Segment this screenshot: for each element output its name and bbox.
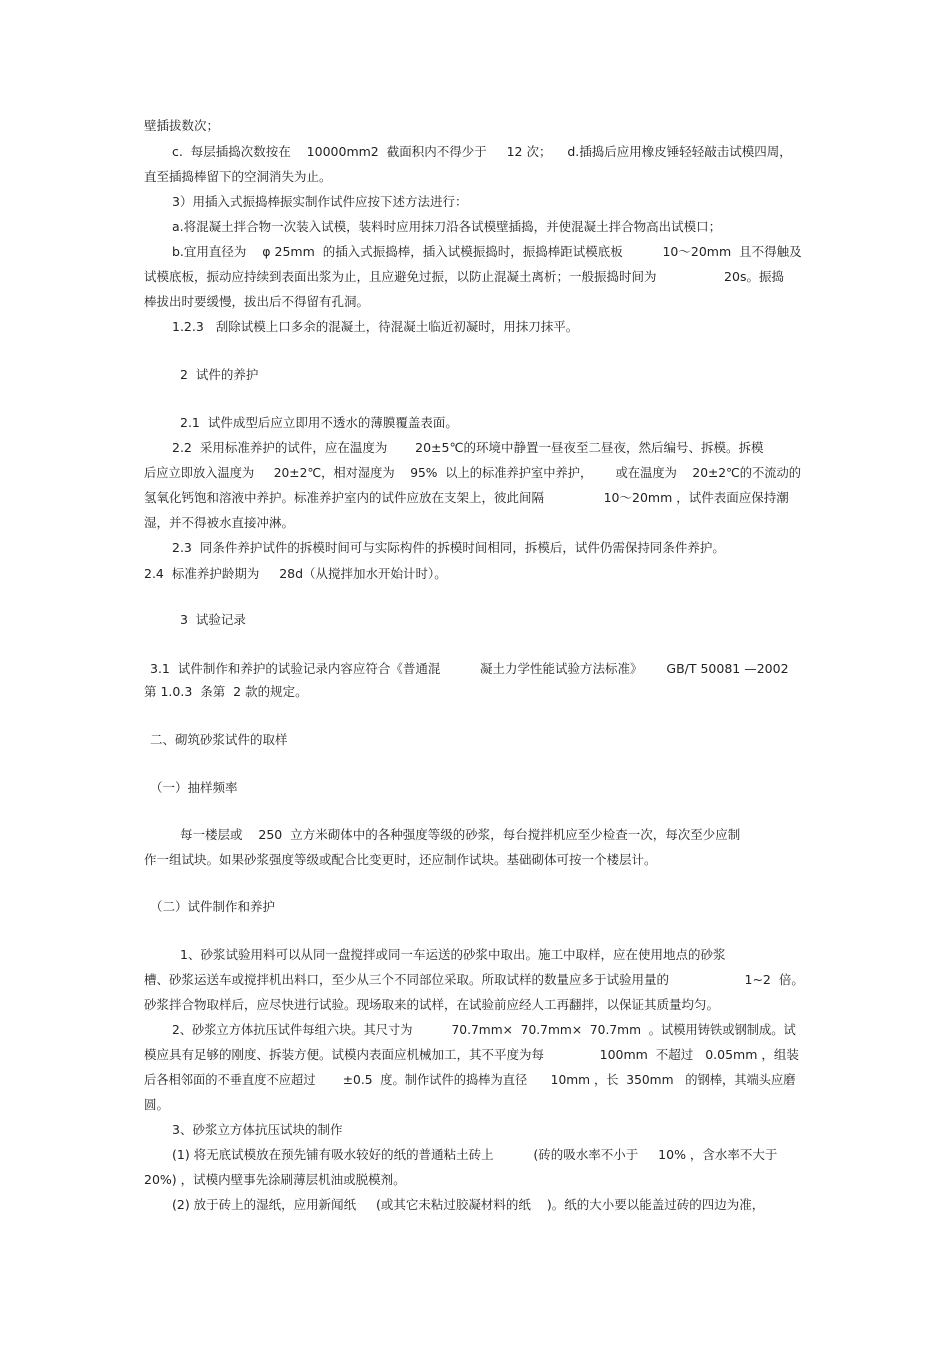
text-line: 3.1 试件制作和养护的试验记录内容应符合《普通混 凝土力学性能试验方法标准》 GB/T 50081 —2002 xyxy=(150,661,789,676)
subsection-heading: （一）抽样频率 xyxy=(150,780,238,795)
text-line: 1、砂浆试验用料可以从同一盘搅拌或同一车运送的砂浆中取出。施工中取样，应在使用地点的砂浆 xyxy=(180,947,726,962)
text-line: c. 每层插捣次数按在 10000mm2 截面积内不得少于 12 次； d.插捣后应用橡皮锤轻轻敲击试模四周， xyxy=(172,144,792,159)
text-line: 作一组试块。如果砂浆强度等级或配合比变更时，还应制作试块。基础砌体可按一个楼层计。 xyxy=(144,852,657,867)
section-heading: 二、砌筑砂浆试件的取样 xyxy=(150,732,288,747)
text-line: 砂浆拌合物取样后，应尽快进行试验。现场取来的试样，在试验前应经人工再翻拌，以保证其质量均匀。 xyxy=(144,997,720,1012)
text-line: (1) 将无底试模放在预先铺有吸水较好的纸的普通粘土砖上 (砖的吸水率不小于 10% ，含水率不大于 xyxy=(172,1147,778,1162)
text-line: (2) 放于砖上的湿纸，应用新闻纸 (或其它未粘过胶凝材料的纸 )。纸的大小要以能盖过砖的四边为准， xyxy=(172,1197,765,1212)
text-line: a.将混凝土拌合物一次装入试模，装料时应用抹刀沿各试模壁插捣，并使混凝土拌合物高出试模口； xyxy=(172,219,722,234)
text-line: 模应具有足够的刚度、拆装方便。试模内表面应机械加工，其不平度为每 100mm 不超过 0.05mm ，组装 xyxy=(144,1047,799,1062)
text-line: 2.1 试件成型后应立即用不透水的薄膜覆盖表面。 xyxy=(180,415,458,430)
text-line: 20%) ，试模内壁事先涂刷薄层机油或脱模剂。 xyxy=(144,1172,406,1187)
text-line: 后应立即放入温度为 20±2℃，相对湿度为 95% 以上的标准养护室中养护， 或在温度为 20±2℃的不流动的 xyxy=(144,466,802,480)
text-line: 棒拔出时要缓慢，拔出后不得留有孔洞。 xyxy=(144,294,370,309)
section-heading: 2 试件的养护 xyxy=(180,367,259,382)
text-line: 2.3 同条件养护试件的拆模时间可与实际构件的拆模时间相同，拆模后，试件仍需保持同条件养护。 xyxy=(172,540,725,555)
text-line: 后各相邻面的不垂直度不应超过 ±0.5 度。制作试件的捣棒为直径 10mm ，长 350mm 的钢棒，其端头应磨 xyxy=(144,1073,796,1087)
text-line: 圆。 xyxy=(144,1097,170,1112)
text-line: 槽、砂浆运送车或搅拌机出料口，至少从三个不同部位采取。所取试样的数量应多于试验用量的 1~2 倍。 xyxy=(144,972,804,987)
text-line: 2.4 标准养护龄期为 28d（从搅拌加水开始计时）。 xyxy=(144,566,447,581)
text-line: 第 1.0.3 条第 2 款的规定。 xyxy=(144,684,308,699)
text-line: b.宜用直径为 φ 25mm 的插入式振捣棒，插入试模振捣时，振捣棒距试模底板 10～20mm 且不得触及 xyxy=(172,244,802,259)
subsection-heading: （二）试件制作和养护 xyxy=(150,899,276,914)
text-line: 壁插拔数次； xyxy=(144,118,220,133)
text-line: 2、砂浆立方体抗压试件每组六块。其尺寸为 70.7mm× 70.7mm× 70.7mm 。试模用铸铁或钢制成。试 xyxy=(172,1023,796,1037)
text-line: 3）用插入式振捣棒振实制作试件应按下述方法进行： xyxy=(172,194,468,209)
text-line: 直至插捣棒留下的空洞消失为止。 xyxy=(144,169,332,184)
section-heading: 3 试验记录 xyxy=(180,612,246,627)
text-line: 2.2 采用标准养护的试件，应在温度为 20±5℃的环境中静置一昼夜至二昼夜，然后编号、拆模。拆模 xyxy=(172,440,764,455)
text-line: 氢氧化钙饱和溶液中养护。标准养护室内的试件应放在支架上，彼此间隔 10～20mm ，试件表面应保持潮 xyxy=(144,490,789,505)
text-line: 每一楼层或 250 立方米砌体中的各种强度等级的砂浆，每台搅拌机应至少检查一次，每次至少应制 xyxy=(180,827,741,842)
text-line: 3、砂浆立方体抗压试块的制作 xyxy=(172,1122,343,1137)
text-line: 湿，并不得被水直接冲淋。 xyxy=(144,515,295,530)
text-line: 试模底板，振动应持续到表面出浆为止，且应避免过振，以防止混凝土离析；一般振捣时间为 20s。振捣 xyxy=(144,269,784,284)
text-line: 1.2.3 刮除试模上口多余的混凝土，待混凝土临近初凝时，用抹刀抹平。 xyxy=(172,319,579,334)
